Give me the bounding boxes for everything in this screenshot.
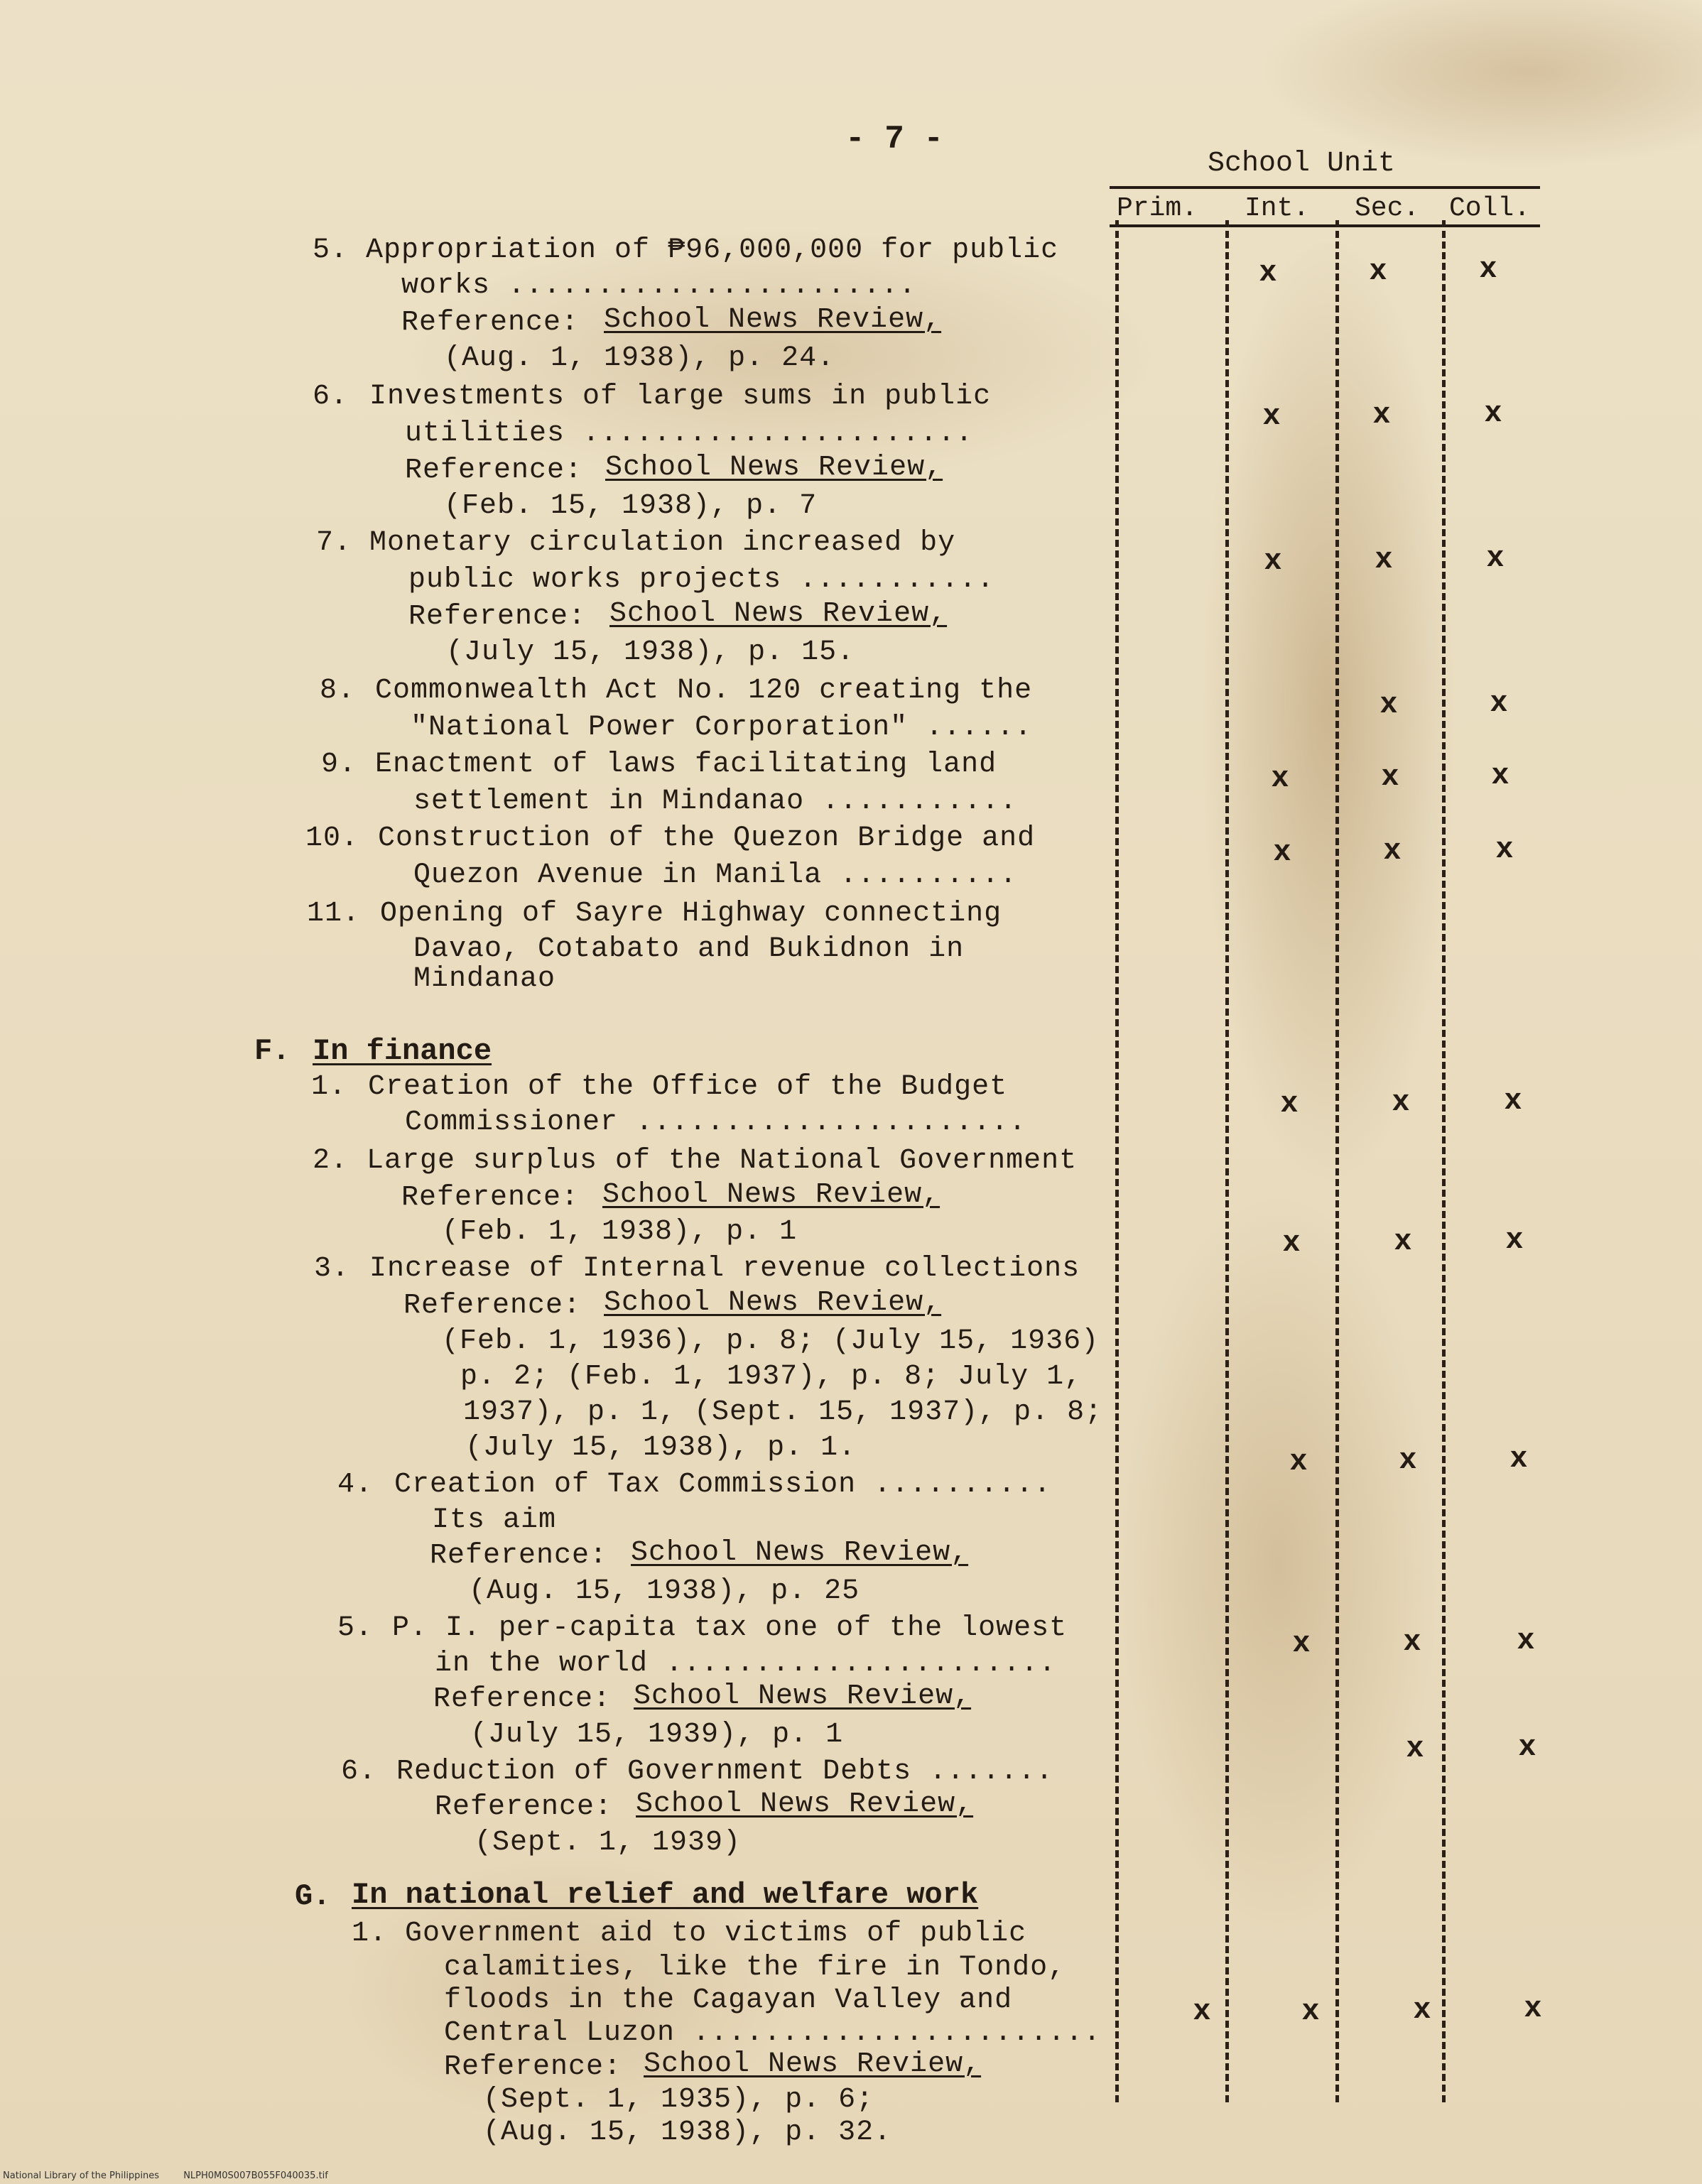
item-f5-text: P. I. per-capita tax one of the lowest bbox=[392, 1612, 1068, 1644]
item-e8-num: 8. bbox=[320, 675, 356, 707]
item-e6-ref-source: School News Review, bbox=[605, 452, 943, 484]
mark-coll: x bbox=[1505, 1223, 1524, 1257]
item-f3-ref-label: Reference: bbox=[403, 1290, 582, 1322]
mark-coll: x bbox=[1495, 832, 1514, 866]
item-f1-text: Creation of the Office of the Budget bbox=[368, 1071, 1008, 1103]
section-g-title: In national relief and welfare work bbox=[352, 1878, 979, 1912]
item-f2-ref-source: School News Review, bbox=[602, 1179, 941, 1211]
page-number: - 7 - bbox=[845, 121, 944, 158]
col-sec: Sec. bbox=[1355, 193, 1420, 224]
mark-sec: x bbox=[1383, 834, 1402, 868]
item-f2-num: 2. bbox=[313, 1145, 349, 1177]
item-e6-ref-citation: (Feb. 15, 1938), p. 7 bbox=[444, 490, 818, 522]
item-e11-text: Davao, Cotabato and Bukidnon in bbox=[413, 933, 965, 965]
item-e7-text: public works projects ........... bbox=[408, 564, 995, 596]
mark-int: x bbox=[1280, 1087, 1299, 1121]
item-e5-num: 5. bbox=[313, 234, 349, 266]
item-e10-text: Quezon Avenue in Manila .......... bbox=[413, 859, 1018, 891]
mark-int: x bbox=[1259, 256, 1277, 290]
item-e5-text: Appropriation of ₱96,000,000 for public bbox=[366, 234, 1059, 266]
item-e6-ref-label: Reference: bbox=[405, 455, 583, 487]
item-f4-ref-source: School News Review, bbox=[631, 1537, 969, 1569]
mark-int: x bbox=[1262, 399, 1281, 433]
item-g1-ref-citation: (Aug. 15, 1938), p. 32. bbox=[483, 2117, 892, 2148]
item-g1-text: floods in the Cagayan Valley and bbox=[444, 1984, 1013, 2016]
item-e6-num: 6. bbox=[313, 381, 349, 413]
item-e7-text: Monetary circulation increased by bbox=[369, 527, 956, 559]
mark-sec: x bbox=[1372, 398, 1391, 432]
item-f1-num: 1. bbox=[311, 1071, 347, 1103]
item-e9-text: Enactment of laws facilitating land bbox=[375, 749, 997, 781]
item-f5-text: in the world ...................... bbox=[435, 1648, 1057, 1680]
item-e8-text: Commonwealth Act No. 120 creating the bbox=[375, 675, 1033, 707]
item-f6-ref-label: Reference: bbox=[435, 1791, 613, 1823]
item-e7-ref-citation: (July 15, 1938), p. 15. bbox=[446, 636, 855, 668]
item-e7-num: 7. bbox=[316, 527, 352, 559]
mark-sec: x bbox=[1392, 1085, 1410, 1119]
section-f-letter: F. bbox=[254, 1034, 291, 1068]
col-prim: Prim. bbox=[1117, 193, 1198, 224]
item-e8-text: "National Power Corporation" ...... bbox=[411, 712, 1033, 744]
mark-sec: x bbox=[1403, 1625, 1421, 1659]
item-e7-ref-label: Reference: bbox=[408, 601, 587, 633]
col-coll: Coll. bbox=[1449, 193, 1531, 224]
item-f5-ref-citation: (July 15, 1939), p. 1 bbox=[470, 1719, 844, 1751]
item-e5-text: works ....................... bbox=[401, 270, 917, 302]
item-f3-ref-citation: p. 2; (Feb. 1, 1937), p. 8; July 1, bbox=[460, 1361, 1083, 1393]
mark-coll: x bbox=[1484, 396, 1502, 430]
section-f-title: In finance bbox=[313, 1034, 492, 1068]
mark-int: x bbox=[1289, 1445, 1308, 1479]
item-e5-ref-source: School News Review, bbox=[604, 304, 942, 336]
library-name: National Library of the Philippines bbox=[3, 2171, 160, 2181]
mark-coll: x bbox=[1518, 1730, 1536, 1764]
item-e10-num: 10. bbox=[305, 822, 359, 854]
section-g-letter: G. bbox=[295, 1879, 331, 1913]
mark-sec: x bbox=[1369, 254, 1387, 288]
mark-int: x bbox=[1282, 1226, 1301, 1260]
item-g1-ref-citation: (Sept. 1, 1935), p. 6; bbox=[483, 2084, 874, 2116]
mark-sec: x bbox=[1394, 1224, 1412, 1259]
item-f4-ref-citation: (Aug. 15, 1938), p. 25 bbox=[469, 1575, 860, 1607]
item-f4-ref-label: Reference: bbox=[430, 1540, 608, 1572]
mark-int: x bbox=[1301, 1994, 1320, 2028]
item-f4-text: Creation of Tax Commission .......... bbox=[394, 1469, 1052, 1501]
item-e5-ref-label: Reference: bbox=[401, 307, 580, 339]
column-line bbox=[1225, 220, 1229, 2102]
column-line bbox=[1442, 220, 1446, 2102]
mark-sec: x bbox=[1381, 760, 1399, 794]
item-g1-ref-label: Reference: bbox=[444, 2051, 622, 2083]
item-f5-num: 5. bbox=[337, 1612, 374, 1644]
mark-sec: x bbox=[1413, 1993, 1431, 2027]
item-f3-num: 3. bbox=[314, 1253, 350, 1285]
item-f3-ref-citation: (July 15, 1938), p. 1. bbox=[465, 1432, 857, 1464]
scan-footer bbox=[3, 2171, 349, 2181]
mark-int: x bbox=[1273, 835, 1291, 869]
item-f6-ref-source: School News Review, bbox=[636, 1788, 974, 1820]
item-f5-ref-label: Reference: bbox=[433, 1683, 612, 1715]
mark-sec: x bbox=[1399, 1443, 1417, 1477]
mark-coll: x bbox=[1490, 686, 1508, 720]
school-unit-header bbox=[1110, 186, 1540, 227]
col-int: Int. bbox=[1245, 193, 1310, 224]
item-e6-text: utilities ...................... bbox=[405, 418, 974, 450]
mark-sec: x bbox=[1406, 1732, 1424, 1766]
item-g1-ref-source: School News Review, bbox=[644, 2048, 982, 2080]
item-f3-ref-citation: (Feb. 1, 1936), p. 8; (July 15, 1936) bbox=[442, 1325, 1100, 1357]
mark-int: x bbox=[1292, 1626, 1311, 1661]
item-f3-text: Increase of Internal revenue collections bbox=[369, 1253, 1080, 1285]
item-e10-text: Construction of the Quezon Bridge and bbox=[378, 822, 1036, 854]
mark-coll: x bbox=[1504, 1084, 1522, 1118]
item-e5-ref-citation: (Aug. 1, 1938), p. 24. bbox=[444, 342, 835, 374]
item-g1-text: calamities, like the fire in Tondo, bbox=[444, 1952, 1066, 1984]
item-f3-ref-source: School News Review, bbox=[604, 1287, 942, 1319]
item-f4-num: 4. bbox=[337, 1469, 374, 1501]
item-e11-text: Opening of Sayre Highway connecting bbox=[380, 898, 1002, 930]
mark-sec: x bbox=[1380, 688, 1398, 722]
item-e9-text: settlement in Mindanao ........... bbox=[413, 786, 1018, 817]
school-unit-title: School Unit bbox=[1208, 148, 1396, 180]
mark-sec: x bbox=[1375, 543, 1393, 577]
column-line bbox=[1115, 220, 1119, 2102]
mark-coll: x bbox=[1491, 759, 1509, 793]
item-f6-num: 6. bbox=[341, 1756, 377, 1788]
item-g1-num: 1. bbox=[352, 1918, 388, 1950]
item-f3-ref-citation: 1937), p. 1, (Sept. 15, 1937), p. 8; bbox=[463, 1396, 1103, 1428]
mark-prim: x bbox=[1193, 1994, 1211, 2028]
item-e6-text: Investments of large sums in public bbox=[369, 381, 992, 413]
mark-coll: x bbox=[1517, 1624, 1535, 1658]
item-f2-ref-label: Reference: bbox=[401, 1182, 580, 1214]
item-g1-text: Central Luzon ....................... bbox=[444, 2017, 1102, 2049]
mark-coll: x bbox=[1479, 252, 1497, 286]
item-f4-text: Its aim bbox=[432, 1504, 557, 1536]
item-f6-ref-citation: (Sept. 1, 1939) bbox=[475, 1827, 742, 1859]
item-e9-num: 9. bbox=[321, 749, 357, 781]
item-f2-text: Large surplus of the National Government bbox=[367, 1145, 1078, 1177]
item-f2-ref-citation: (Feb. 1, 1938), p. 1 bbox=[442, 1216, 798, 1248]
mark-coll: x bbox=[1524, 1992, 1542, 2026]
column-line bbox=[1335, 220, 1339, 2102]
item-e11-num: 11. bbox=[307, 898, 361, 930]
item-e7-ref-source: School News Review, bbox=[609, 598, 948, 630]
item-f6-text: Reduction of Government Debts ....... bbox=[396, 1756, 1054, 1788]
mark-coll: x bbox=[1486, 541, 1505, 575]
mark-coll: x bbox=[1509, 1442, 1528, 1476]
item-f5-ref-source: School News Review, bbox=[634, 1680, 972, 1712]
mark-int: x bbox=[1264, 544, 1282, 578]
item-e11-text: Mindanao bbox=[413, 963, 556, 995]
item-f1-text: Commissioner ...................... bbox=[405, 1107, 1027, 1139]
item-g1-text: Government aid to victims of public bbox=[405, 1918, 1027, 1950]
mark-int: x bbox=[1271, 761, 1289, 795]
file-name: NLPH0M0S007B055F040035.tif bbox=[183, 2171, 328, 2181]
